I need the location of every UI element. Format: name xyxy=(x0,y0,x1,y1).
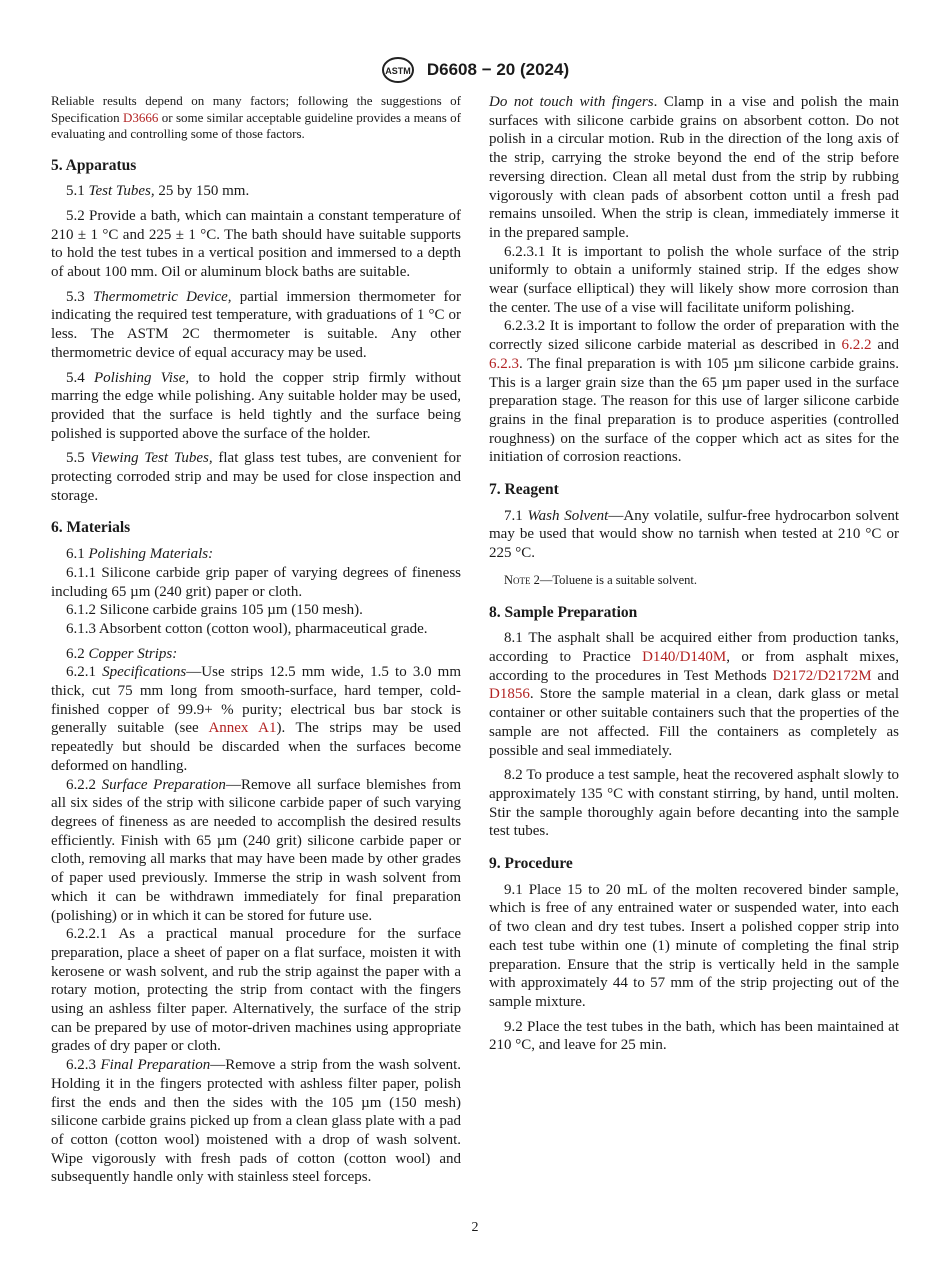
ref-link-6-2-3[interactable]: 6.2.3 xyxy=(489,355,519,372)
paragraph-6-2-2-1: 6.2.2.1 As a practical manual procedure for the surface preparation, place a sheet of paper on a flat surface, moisten it with kerosene or wash solvent, and rub the strip against the paper with a rotary motion, protecting the strip from contact with the fingers using an ashless filter paper. Alternatively, the surface of the strip can be prepared by use of motor-driven machines using appropriate grades of dry paper or cloth. xyxy=(51,926,461,1055)
note-2: Note 2—Toluene is a suitable solvent. xyxy=(504,572,697,587)
paragraph-7-1: 7.1 Wash Solvent—Any volatile, sulfur-free hydrocarbon solvent may be used that would show no tarnish when tested at 210 °C or 225 °C. xyxy=(489,507,900,562)
document-id: D6608 − 20 (2024) xyxy=(426,60,570,79)
paragraph-5-1: 5.1 Test Tubes, 25 by 150 mm. xyxy=(66,183,250,200)
paragraph-6-1-1: 6.1.1 Silicone carbide grip paper of varying degrees of fineness including 65 µm (240 grit) paper or cloth. xyxy=(51,564,461,600)
paragraph-6-2: 6.2 Copper Strips: xyxy=(66,645,178,662)
paragraph-6-2-1: 6.2.1 Specifications—Use strips 12.5 mm wide, 1.5 to 3.0 mm thick, cut 75 mm long from smooth-surface, hard temper, cold-finished copper of 99.9+ % purity; electrical bus bar stock is generally suitable (see Annex A1). The strips may be used repeatedly but should be discarded when the surfaces become deformed on handling. xyxy=(51,664,462,774)
paragraph-6-2-3-2: 6.2.3.2 It is important to follow the order of preparation with the correctly sized silicone carbide material as described in 6.2.2 and 6.2.3. The final preparation is with 105 µm silicone carbide grains. This is a larger grain size than the 65 µm paper used in the surface preparation stage. The reason for this use of larger silicone carbide grains in the final preparation is to produce asperities (controlled roughness) on the surface of the copper which act as sites for the initiation of corrosion reactions. xyxy=(489,318,899,466)
paragraph-6-1-2: 6.1.2 Silicone carbide grains 105 µm (150 mesh). xyxy=(66,602,363,619)
paragraph-6-2-3-continued: Do not touch with fingers. Clamp in a vise and polish the main surfaces with silicone carbide grains on absorbent cotton. Do not polish in a circular motion. Rub in the direction of the long axis of the strip, carrying the stroke beyond the end of the strip before reversing direction. Clean all metal dust from the strip by rubbing vigorously with clean pads of absorbent cotton until a fresh pad remains unsoiled. When the strip is clean, immediately immerse it in the prepared sample. xyxy=(489,94,899,241)
left-column xyxy=(51,93,461,1187)
ref-link-annex-a1[interactable]: Annex A1 xyxy=(208,720,277,737)
intro-paragraph: Reliable results depend on many factors; following the suggestions of Specification D3666 or some similar acceptable guideline provides a means of evaluating and controlling some of those factors. xyxy=(51,93,461,141)
section-heading-materials: 6. Materials xyxy=(51,519,131,537)
ref-link-d1856[interactable]: D1856 xyxy=(489,686,530,703)
astm-logo-icon xyxy=(381,56,415,84)
ref-link-6-2-2[interactable]: 6.2.2 xyxy=(841,337,872,354)
paragraph-8-1: 8.1 The asphalt shall be acquired either from production tanks, according to Practice D140/D140M, or from asphalt mixes, according to the procedures in Test Methods D2172/D2172M and D1856. Store the sample material in a clean, dark glass or metal container or other suitable containers such that the properties of the sample are not affected. Fill the containers as completely as possible and seal immediately. xyxy=(489,630,899,759)
paragraph-6-2-2: 6.2.2 Surface Preparation—Remove all surface blemishes from all six sides of the strip with silicone carbide paper of such varying degrees of fineness as are needed to accomplish the desired results efficiently. Finish with 65 µm (240 grit) silicone carbide paper or cloth, removing all marks that may have been made by other grades of paper used previously. Immerse the strip in wash solvent from which it can be withdrawn immediately for final preparation (polishing) or in which it can be stored for future use. xyxy=(51,776,462,924)
paragraph-6-1: 6.1 Polishing Materials: xyxy=(66,546,214,563)
section-heading-procedure: 9. Procedure xyxy=(489,855,573,873)
paragraph-5-5: 5.5 Viewing Test Tubes, flat glass test tubes, are convenient for protecting corroded strip and may be used for close inspection and storage. xyxy=(51,450,461,504)
section-heading-sample-preparation: 8. Sample Preparation xyxy=(489,603,638,621)
paragraph-5-4: 5.4 Polishing Vise, to hold the copper strip firmly without marring the edge while polishing. Any suitable holder may be used, provided that the surface is held tightly and the surface being polished is supported above the surface of the holder. xyxy=(51,369,462,442)
paragraph-5-3: 5.3 Thermometric Device, partial immersion thermometer for indicating the required test temperature, with graduations of 1 °C or less. The ASTM 2C thermometer is suitable. Any other thermometric device of equal accuracy may be used. xyxy=(51,288,462,361)
section-heading-reagent: 7. Reagent xyxy=(489,481,559,499)
paragraph-5-2: 5.2 Provide a bath, which can maintain a constant temperature of 210 ± 1 °C and 225 ± 1 °C. The bath should have suitable supports to hold the test tubes in a vertical position and immersed to a depth of about 100 mm. Oil or aluminum block baths are suitable. xyxy=(51,207,461,281)
paragraph-9-1: 9.1 Place 15 to 20 mL of the molten recovered binder sample, which is free of any entrained water or suspended water, into each of two clean and dry test tubes. Insert a polished copper strip into each test tube within one (1) minute of completing the final strip preparation. Ensure that the strip is vertically held in the sample with approximately 44 to 57 mm of the strip projecting out of the sample mixture. xyxy=(489,881,899,1010)
paragraph-8-2: 8.2 To produce a test sample, heat the recovered asphalt slowly to approximately 135 °C with constant stirring, by hand, until molten. Stir the sample thoroughly again before decanting into the sample test tubes. xyxy=(489,767,899,840)
ref-link-d2172[interactable]: D2172/D2172M xyxy=(772,667,872,684)
paragraph-9-2: 9.2 Place the test tubes in the bath, which has been maintained at 210 °C, and leave for 25 min. xyxy=(489,1018,899,1054)
section-heading-apparatus: 5. Apparatus xyxy=(51,156,137,174)
ref-link-d3666[interactable]: D3666 xyxy=(122,109,159,125)
page-number: 2 xyxy=(471,1220,479,1235)
paragraph-6-2-3-1: 6.2.3.1 It is important to polish the whole surface of the strip uniformly to obtain a uniformly stained strip. If the edges show wear (surface elliptical) they will likely show more corrosion than the center. The use of a vise will facilitate uniform polishing. xyxy=(489,243,899,316)
svg-text:ASTM: ASTM xyxy=(385,66,411,76)
paragraph-6-2-3: 6.2.3 Final Preparation—Remove a strip from the wash solvent. Holding it in the fingers protected with ashless filter paper, polish first the ends and then the sides with the 105 µm (150 mesh) silicone carbide grains picked up from a clean glass plate with a pad of cotton (cotton wool) moistened with a drop of wash solvent. Wipe vigorously with fresh pads of cotton (cotton wool) and subsequently handle only with stainless steel forceps. xyxy=(51,1057,461,1186)
paragraph-6-1-3: 6.1.3 Absorbent cotton (cotton wool), pharmaceutical grade. xyxy=(66,620,428,637)
ref-link-d140[interactable]: D140/D140M xyxy=(642,648,727,665)
page-header xyxy=(0,56,950,84)
right-column xyxy=(489,93,899,1055)
